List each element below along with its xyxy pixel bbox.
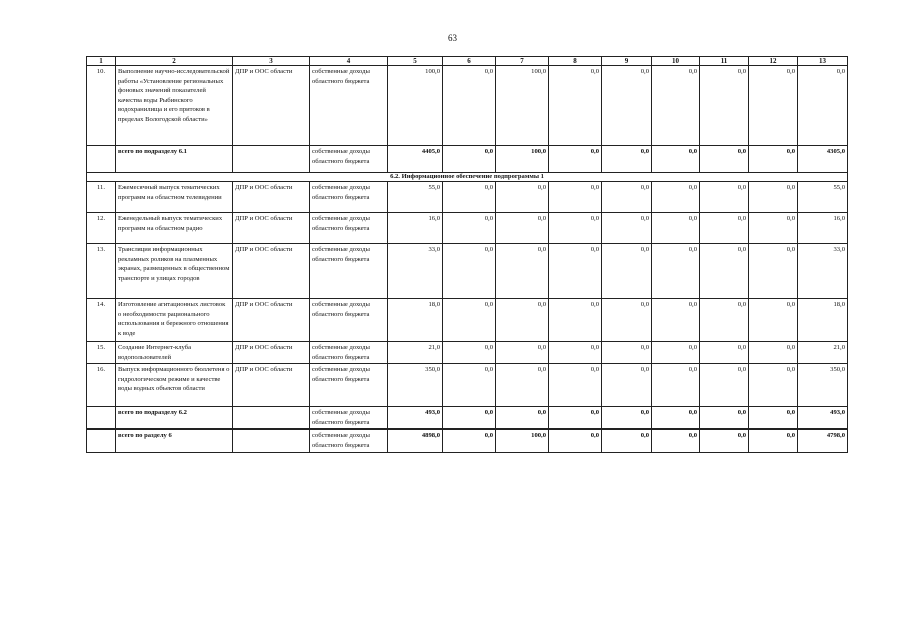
value-cell: 0,0 [496,213,549,244]
value-cell: 16,0 [388,213,443,244]
funding-source: собственные доходы областного бюджета [310,244,388,299]
section-heading-row [87,173,848,182]
total-row [87,429,848,452]
value-cell: 0,0 [700,182,749,213]
value-cell: 4898,0 [388,429,443,452]
value-cell: 0,0 [602,407,652,430]
table-row [87,364,848,407]
column-header: 9 [602,57,652,66]
value-cell: 0,0 [496,182,549,213]
column-header: 11 [700,57,749,66]
column-header: 13 [798,57,848,66]
value-cell: 0,0 [549,182,602,213]
funding-source: собственные доходы областного бюджета [310,182,388,213]
value-cell: 0,0 [652,66,700,146]
value-cell: 0,0 [652,182,700,213]
value-cell: 0,0 [749,299,798,342]
value-cell: 0,0 [749,429,798,452]
value-cell: 0,0 [652,146,700,173]
value-cell: 21,0 [798,342,848,364]
value-cell: 0,0 [602,182,652,213]
value-cell: 0,0 [749,213,798,244]
funding-source: собственные доходы областного бюджета [310,146,388,173]
value-cell: 0,0 [652,244,700,299]
value-cell: 0,0 [549,342,602,364]
page-number: 63 [448,33,457,43]
value-cell: 0,0 [602,213,652,244]
section-title: 6.2. Информационное обеспечение подпрограммы 1 [87,173,848,182]
row-number: 10. [87,66,116,146]
value-cell: 0,0 [443,146,496,173]
value-cell: 0,0 [602,66,652,146]
value-cell: 0,0 [749,407,798,430]
funding-source: собственные доходы областного бюджета [310,407,388,430]
value-cell: 0,0 [652,342,700,364]
value-cell: 0,0 [749,182,798,213]
value-cell: 493,0 [388,407,443,430]
activity-name: всего по подразделу 6.2 [116,407,233,430]
value-cell: 0,0 [496,364,549,407]
value-cell: 55,0 [388,182,443,213]
column-header: 12 [749,57,798,66]
value-cell: 0,0 [749,244,798,299]
column-header: 10 [652,57,700,66]
column-header: 1 [87,57,116,66]
activity-name: Ежемесячный выпуск тематических программ на областном телевидении [116,182,233,213]
value-cell: 0,0 [700,66,749,146]
executor: ДПР и ООС области [233,66,310,146]
value-cell: 0,0 [549,213,602,244]
table-row [87,244,848,299]
activity-name: всего по разделу 6 [116,429,233,452]
value-cell: 493,0 [798,407,848,430]
column-header: 6 [443,57,496,66]
value-cell: 0,0 [549,364,602,407]
value-cell: 0,0 [549,429,602,452]
value-cell: 0,0 [700,407,749,430]
value-cell: 0,0 [443,66,496,146]
column-header: 3 [233,57,310,66]
value-cell: 0,0 [443,244,496,299]
row-number: 13. [87,244,116,299]
total-row [87,146,848,173]
column-header: 2 [116,57,233,66]
value-cell: 4798,0 [798,429,848,452]
value-cell: 350,0 [798,364,848,407]
row-number [87,429,116,452]
value-cell: 16,0 [798,213,848,244]
value-cell: 0,0 [496,244,549,299]
value-cell: 0,0 [602,342,652,364]
table-row [87,66,848,146]
value-cell: 0,0 [652,213,700,244]
executor: ДПР и ООС области [233,299,310,342]
value-cell: 0,0 [798,66,848,146]
value-cell: 21,0 [388,342,443,364]
value-cell: 0,0 [652,407,700,430]
table-row [87,213,848,244]
column-header: 8 [549,57,602,66]
activity-name: Выпуск информационного бюллетеня о гидрологическом режиме и качестве воды водных объектов области [116,364,233,407]
column-header: 4 [310,57,388,66]
row-number: 12. [87,213,116,244]
value-cell: 0,0 [496,342,549,364]
value-cell: 100,0 [496,429,549,452]
budget-table [86,56,848,453]
value-cell: 55,0 [798,182,848,213]
value-cell: 0,0 [549,244,602,299]
funding-source: собственные доходы областного бюджета [310,213,388,244]
value-cell: 0,0 [749,146,798,173]
value-cell: 0,0 [496,407,549,430]
value-cell: 0,0 [549,407,602,430]
value-cell: 0,0 [443,299,496,342]
total-row [87,407,848,430]
funding-source: собственные доходы областного бюджета [310,66,388,146]
executor: ДПР и ООС области [233,182,310,213]
value-cell: 0,0 [700,342,749,364]
value-cell: 0,0 [700,244,749,299]
value-cell: 0,0 [652,429,700,452]
table-row [87,299,848,342]
value-cell: 0,0 [443,182,496,213]
value-cell: 100,0 [496,146,549,173]
column-header: 7 [496,57,549,66]
value-cell: 0,0 [443,407,496,430]
value-cell: 4405,0 [388,146,443,173]
value-cell: 33,0 [388,244,443,299]
value-cell: 0,0 [700,213,749,244]
row-number: 14. [87,299,116,342]
value-cell: 0,0 [749,364,798,407]
value-cell: 0,0 [443,342,496,364]
value-cell: 0,0 [700,364,749,407]
value-cell: 18,0 [388,299,443,342]
row-number: 16. [87,364,116,407]
value-cell: 0,0 [549,66,602,146]
value-cell: 0,0 [602,244,652,299]
value-cell: 4305,0 [798,146,848,173]
funding-source: собственные доходы областного бюджета [310,429,388,452]
value-cell: 0,0 [549,299,602,342]
value-cell: 0,0 [602,364,652,407]
value-cell: 0,0 [700,429,749,452]
row-number: 11. [87,182,116,213]
value-cell: 0,0 [700,146,749,173]
value-cell: 18,0 [798,299,848,342]
executor: ДПР и ООС области [233,244,310,299]
value-cell: 100,0 [388,66,443,146]
funding-source: собственные доходы областного бюджета [310,342,388,364]
executor: ДПР и ООС области [233,364,310,407]
table-body [87,57,848,453]
activity-name: всего по подразделу 6.1 [116,146,233,173]
executor [233,429,310,452]
executor [233,146,310,173]
activity-name: Изготовление агитационных листовок о необходимости рационального использования и бережного отношения к воде [116,299,233,342]
executor: ДПР и ООС области [233,213,310,244]
value-cell: 0,0 [602,299,652,342]
activity-name: Выполнение научно-исследовательской работы «Установление региональных фоновых значений показателей качества воды Рыбинского водохранилища и его притоков в пределах Вологодской области» [116,66,233,146]
value-cell: 100,0 [496,66,549,146]
value-cell: 0,0 [549,146,602,173]
value-cell: 0,0 [443,213,496,244]
executor: ДПР и ООС области [233,342,310,364]
table-row [87,342,848,364]
table-row [87,182,848,213]
value-cell: 0,0 [602,429,652,452]
activity-name: Еженедельный выпуск тематических программ на областном радио [116,213,233,244]
row-number [87,146,116,173]
value-cell: 350,0 [388,364,443,407]
value-cell: 0,0 [443,364,496,407]
activity-name: Создание Интернет-клуба водопользователей [116,342,233,364]
activity-name: Трансляция информационных рекламных роликов на плазменных экранах, размещенных в общественном транспорте и улицах городов [116,244,233,299]
value-cell: 0,0 [749,342,798,364]
value-cell: 0,0 [443,429,496,452]
column-header: 5 [388,57,443,66]
executor [233,407,310,430]
value-cell: 0,0 [652,364,700,407]
value-cell: 0,0 [652,299,700,342]
row-number: 15. [87,342,116,364]
value-cell: 0,0 [700,299,749,342]
funding-source: собственные доходы областного бюджета [310,299,388,342]
row-number [87,407,116,430]
value-cell: 33,0 [798,244,848,299]
funding-source: собственные доходы областного бюджета [310,364,388,407]
table-header-row [87,57,848,66]
value-cell: 0,0 [749,66,798,146]
value-cell: 0,0 [602,146,652,173]
value-cell: 0,0 [496,299,549,342]
